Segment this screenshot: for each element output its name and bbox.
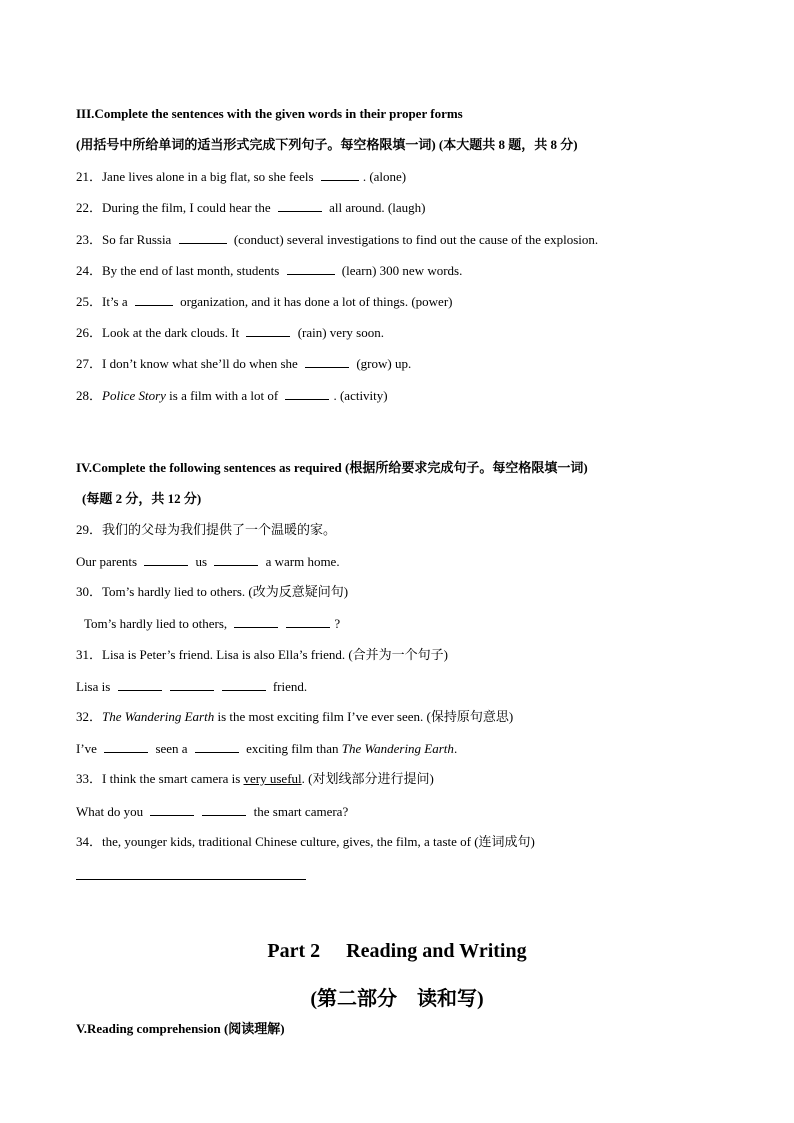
answer-blank[interactable] — [222, 678, 266, 691]
answer-line[interactable] — [76, 879, 306, 880]
question-27: 27．I don’t know what she’ll do when she (grow) up. — [76, 356, 412, 371]
answer-blank[interactable] — [144, 553, 188, 566]
answer-blank[interactable] — [287, 262, 335, 275]
question-33-prompt: 33．I think the smart camera is very useful. (对划线部分进行提问) — [76, 771, 434, 786]
part-2-subtitle: (第二部分 读和写) — [310, 988, 484, 1010]
question-33-answer: What do you the smart camera? — [76, 804, 349, 819]
answer-blank[interactable] — [170, 678, 214, 691]
answer-blank[interactable] — [104, 740, 148, 753]
question-32-answer: I’ve seen a exciting film than The Wandering Earth. — [76, 741, 458, 756]
answer-blank[interactable] — [179, 231, 227, 244]
answer-blank[interactable] — [234, 615, 278, 628]
answer-blank[interactable] — [118, 678, 162, 691]
question-29-answer: Our parents us a warm home. — [76, 554, 340, 569]
answer-blank[interactable] — [246, 324, 290, 337]
section-4-title: IV.Complete the following sentences as required (根据所给要求完成句子。每空格限填一词) — [76, 460, 588, 475]
question-26: 26．Look at the dark clouds. It (rain) very soon. — [76, 325, 384, 340]
question-34-prompt: 34．the, younger kids, traditional Chinese culture, gives, the film, a taste of (连词成句) — [76, 834, 535, 849]
question-22: 22．During the film, I could hear the all around. (laugh) — [76, 200, 426, 215]
answer-blank[interactable] — [214, 553, 258, 566]
answer-blank[interactable] — [202, 803, 246, 816]
section-3-instruction: (用括号中所给单词的适当形式完成下列句子。每空格限填一词) (本大题共 8 题，共 8 分) — [76, 137, 578, 152]
section-4-score: (每题 2 分，共 12 分) — [82, 491, 202, 506]
question-25: 25．It’s a organization, and it has done a lot of things. (power) — [76, 294, 453, 309]
section-3-title: III.Complete the sentences with the given words in their proper forms — [76, 106, 463, 121]
question-28: 28．Police Story is a film with a lot of . (activity) — [76, 388, 388, 403]
part-2-title: Part 2 Reading and Writing — [267, 940, 527, 962]
answer-blank[interactable] — [285, 387, 329, 400]
answer-blank[interactable] — [135, 293, 173, 306]
answer-blank[interactable] — [321, 168, 359, 181]
question-30-answer: Tom’s hardly lied to others, ? — [84, 616, 341, 631]
section-5-title: V.Reading comprehension (阅读理解) — [76, 1021, 285, 1036]
answer-blank[interactable] — [195, 740, 239, 753]
answer-blank[interactable] — [150, 803, 194, 816]
question-31-prompt: 31．Lisa is Peter’s friend. Lisa is also Ella’s friend. (合并为一个句子) — [76, 647, 449, 662]
question-24: 24．By the end of last month, students (learn) 300 new words. — [76, 263, 463, 278]
question-32-prompt: 32．The Wandering Earth is the most exciting film I’ve ever seen. (保持原句意思) — [76, 709, 514, 724]
underlined-phrase: very useful — [243, 771, 302, 786]
question-21: 21．Jane lives alone in a big flat, so she feels . (alone) — [76, 169, 407, 184]
question-23: 23．So far Russia (conduct) several investigations to find out the cause of the explosion. — [76, 232, 599, 247]
answer-blank[interactable] — [305, 355, 349, 368]
question-29-prompt: 29．我们的父母为我们提供了一个温暖的家。 — [76, 522, 337, 537]
question-30-prompt: 30．Tom’s hardly lied to others. (改为反意疑问句) — [76, 584, 349, 599]
answer-blank[interactable] — [286, 615, 330, 628]
answer-blank[interactable] — [278, 199, 322, 212]
question-31-answer: Lisa is friend. — [76, 679, 308, 694]
